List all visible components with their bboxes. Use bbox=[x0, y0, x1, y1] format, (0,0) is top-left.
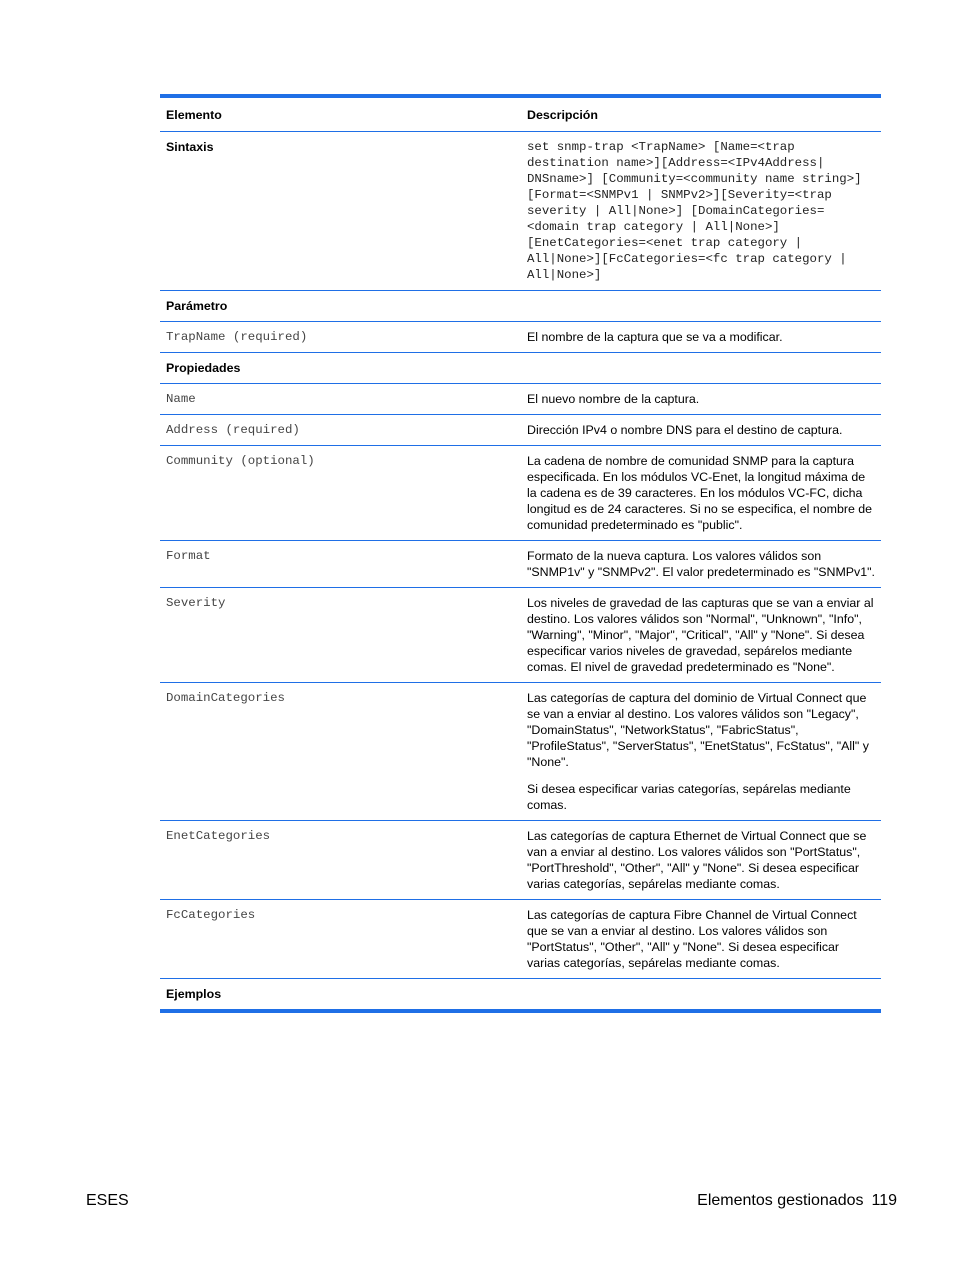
table-row bbox=[160, 900, 881, 979]
table-row bbox=[160, 322, 881, 353]
property-name: Address (required) bbox=[160, 415, 521, 446]
property-name: FcCategories bbox=[160, 900, 521, 979]
property-name: DomainCategories bbox=[160, 683, 521, 821]
parameter-section-label: Parámetro bbox=[160, 291, 521, 322]
properties-section-label: Propiedades bbox=[160, 353, 521, 384]
section-row-properties bbox=[160, 353, 881, 384]
property-desc: Las categorías de captura Fibre Channel de Virtual Connect que se van a enviar al destino. Los valores válidos son "PortStatus", "Other", "All" y "None". Si desea especificar varias categorías, sepárelas mediante comas. bbox=[521, 900, 881, 979]
header-elemento: Elemento bbox=[160, 96, 521, 132]
section-row-parameter bbox=[160, 291, 881, 322]
parameter-desc: El nombre de la captura que se va a modificar. bbox=[521, 322, 881, 353]
syntax-row bbox=[160, 132, 881, 291]
syntax-label: Sintaxis bbox=[160, 132, 521, 291]
table-row bbox=[160, 821, 881, 900]
property-desc: El nuevo nombre de la captura. bbox=[521, 384, 881, 415]
property-name: Name bbox=[160, 384, 521, 415]
page-number: 119 bbox=[871, 1192, 897, 1209]
table-row bbox=[160, 588, 881, 683]
reference-table bbox=[160, 94, 881, 1013]
property-desc: Formato de la nueva captura. Los valores válidos son "SNMP1v" y "SNMPv2". El valor predeterminado es "SNMPv1". bbox=[521, 541, 881, 588]
section-row-examples bbox=[160, 979, 881, 1012]
parameter-name: TrapName (required) bbox=[160, 322, 521, 353]
property-desc: Dirección IPv4 o nombre DNS para el destino de captura. bbox=[521, 415, 881, 446]
property-desc: Las categorías de captura Ethernet de Virtual Connect que se van a enviar al destino. Los valores válidos son "PortStatus", "PortThreshold", "Other", "All" y "None". Si desea especificar varias categorías, sepárelas mediante comas. bbox=[521, 821, 881, 900]
property-desc: Las categorías de captura del dominio de Virtual Connect que se van a enviar al destino. Los valores válidos son "Legacy", "DomainStatus", "NetworkStatus", "FabricStatus", "ProfileStatus", "ServerStatus", "EnetStatus", FcStatus", "All" y "None". bbox=[527, 691, 869, 769]
property-desc: La cadena de nombre de comunidad SNMP para la captura especificada. En los módulos VC-Enet, la longitud máxima de la cadena es de 39 caracteres. En los módulos VC-FC, dicha longitud es de 24 caracteres. Si no se especifica, el nombre de comunidad predeterminado es "public". bbox=[521, 446, 881, 541]
table-row bbox=[160, 384, 881, 415]
property-name: Severity bbox=[160, 588, 521, 683]
property-desc-note: Si desea especificar varias categorías, sepárelas mediante comas. bbox=[527, 782, 851, 812]
table-row bbox=[160, 541, 881, 588]
footer-locale: ESES bbox=[86, 1192, 129, 1209]
examples-section-label: Ejemplos bbox=[166, 987, 222, 1001]
property-name: Community (optional) bbox=[160, 446, 521, 541]
property-desc: Los niveles de gravedad de las capturas que se van a enviar al destino. Los valores válidos son "Normal", "Unknown", "Info", "Warning", "Minor", "Major", "Critical", "All" y "None". Si desea especificar varios niveles de gravedad, sepárelos mediante comas. El nivel de gravedad predeterminado es "None". bbox=[521, 588, 881, 683]
table-header-row bbox=[160, 96, 881, 132]
table-row bbox=[160, 446, 881, 541]
table-row bbox=[160, 415, 881, 446]
footer-page-info bbox=[697, 1192, 897, 1210]
property-name: EnetCategories bbox=[160, 821, 521, 900]
header-descripcion: Descripción bbox=[521, 96, 881, 132]
property-desc-cell bbox=[521, 683, 881, 821]
table-row bbox=[160, 683, 881, 821]
syntax-text: set snmp-trap <TrapName> [Name=<trap destination name>][Address=<IPv4Address| DNSname>] [Community=<community name string>] [Format=<SNMPv1 | SNMPv2>][Severity=<trap severity | All|None>] [DomainCategories=<domain trap category | All|None>][EnetCategories=<enet trap category | All|None>][FcCategories=<fc trap category | All|None>] bbox=[521, 132, 881, 291]
property-name: Format bbox=[160, 541, 521, 588]
footer-section-title: Elementos gestionados bbox=[697, 1192, 864, 1209]
